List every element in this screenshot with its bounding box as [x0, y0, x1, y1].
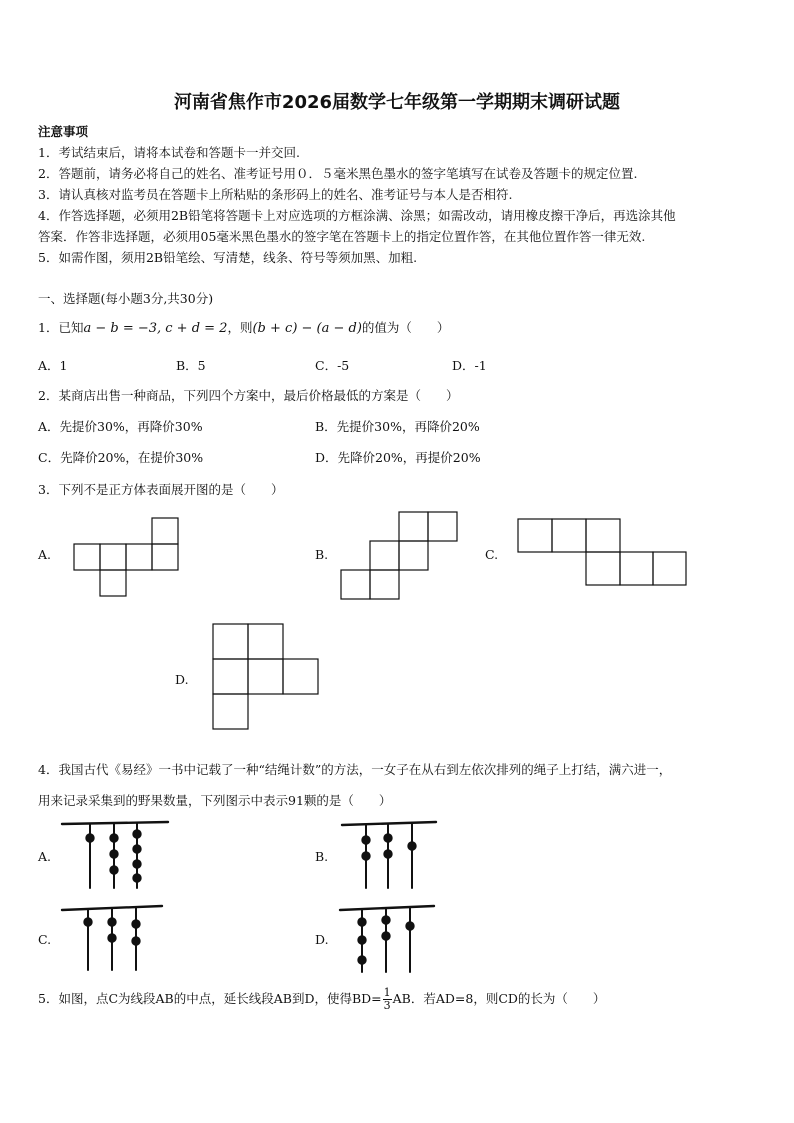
q4-rope-figure-d	[338, 904, 438, 976]
q4-rope-figure-c	[60, 904, 165, 974]
q5-fraction-numerator: 1	[383, 986, 391, 999]
q4-label-a: A.	[38, 849, 52, 864]
q3-label-b: B.	[315, 547, 329, 562]
q3-net-c	[516, 518, 688, 588]
q5-fraction-denominator: 3	[383, 999, 391, 1012]
notice-heading: 注意事项	[38, 124, 89, 139]
notice-item-2: 2．答题前，请务必将自己的姓名、准考证号用０．５毫米黑色墨水的签字笔填写在试卷及答题卡的规定位置.	[38, 166, 638, 181]
question-2: 2．某商店出售一种商品，下列四个方案中，最后价格最低的方案是（ ）	[38, 388, 459, 403]
q5-prefix: 5．如图，点C为线段AB的中点，延长线段AB到D，使得BD=	[38, 991, 382, 1006]
question-4-line1: 4．我国古代《易经》一书中记载了一种“结绳计数”的方法，一女子在从右到左依次排列的绳子上打结，满六进一，	[38, 762, 672, 777]
question-1	[38, 318, 449, 336]
page-title: 河南省焦作市2026届数学七年级第一学期期末调研试题	[173, 92, 621, 113]
q2-option-d: D．先降价20%，再提价20%	[315, 450, 481, 465]
question-3: 3．下列不是正方体表面展开图的是（ ）	[38, 482, 284, 497]
q4-rope-figure-a	[60, 820, 170, 892]
q5-suffix: AB．若AD=8，则CD的长为（ ）	[392, 991, 606, 1006]
question-4-line2: 用来记录采集到的野果数量，下列图示中表示91颗的是（ ）	[38, 793, 392, 808]
q1-mid: ，则	[227, 320, 253, 335]
q1-option-d: D．-1	[452, 358, 487, 373]
q3-net-b	[340, 511, 462, 601]
q4-rope-figure-b	[340, 820, 440, 892]
q3-label-a: A.	[38, 547, 52, 562]
q1-option-a: A．1	[38, 358, 68, 373]
q1-suffix: 的值为（ ）	[361, 320, 450, 335]
q1-condition: a − b = −3, c + d = 2	[83, 321, 228, 336]
q3-label-d: D.	[175, 672, 189, 687]
notice-item-4: 4．作答选择题，必须用2B铅笔将答题卡上对应选项的方框涂满、涂黑；如需改动，请用橡皮擦干净后，再选涂其他	[38, 208, 676, 223]
section-heading: 一、选择题(每小题3分,共30分)	[38, 291, 214, 306]
notice-item-3: 3．请认真核对监考员在答题卡上所粘贴的条形码上的姓名、准考证号与本人是否相符.	[38, 187, 513, 202]
q1-prefix: 1．已知	[38, 320, 84, 335]
q3-label-c: C.	[485, 547, 499, 562]
q4-label-c: C.	[38, 932, 52, 947]
q4-label-d: D.	[315, 932, 329, 947]
q1-option-b: B．5	[176, 358, 206, 373]
q2-option-c: C．先降价20%，在提价30%	[38, 450, 204, 465]
q3-net-d	[211, 622, 323, 732]
question-5	[38, 986, 605, 1012]
q2-option-a: A．先提价30%，再降价30%	[38, 419, 203, 434]
notice-item-5: 5．如需作图，须用2B铅笔绘、写清楚，线条、符号等须加黑、加粗.	[38, 250, 418, 265]
q4-label-b: B.	[315, 849, 329, 864]
q2-option-b: B．先提价30%，再降价20%	[315, 419, 480, 434]
q1-expression: (b + c) − (a − d)	[252, 321, 362, 336]
notice-item-1: 1．考试结束后，请将本试卷和答题卡一并交回.	[38, 145, 300, 160]
notice-item-4-cont: 答案．作答非选择题，必须用05毫米黑色墨水的签字笔在答题卡上的指定位置作答，在其他位置作答一律无效.	[38, 229, 646, 244]
q3-net-a	[72, 517, 182, 599]
q5-fraction	[383, 987, 392, 1012]
q1-option-c: C．-5	[315, 358, 350, 373]
